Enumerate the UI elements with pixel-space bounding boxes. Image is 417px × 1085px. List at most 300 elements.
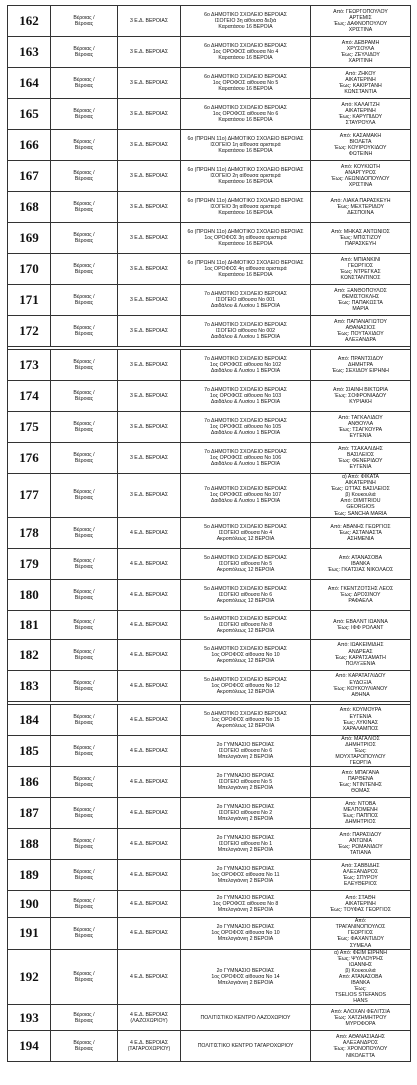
city-line: Βέροιας / xyxy=(73,838,95,845)
school-line: 6ο (ΠΡΩΗΝ 11ο) ΔΗΜΟΤΙΚΟ ΣΧΟΛΕΙΟ ΒΕΡΟΙΑΣ xyxy=(187,135,304,142)
polling-location-cell xyxy=(181,68,311,99)
city-line: Βέροιας xyxy=(74,495,94,502)
voter-range-cell xyxy=(311,192,411,223)
polling-location-cell xyxy=(181,548,311,579)
names-line: TSELIOS STEFANOS xyxy=(334,992,387,999)
names-line: Από: ΑΛΟΧΑΝ ΦΕΛΙΤΣΙΑ xyxy=(330,1008,391,1015)
row-number: 169 xyxy=(8,223,51,254)
electoral-district-cell xyxy=(118,639,181,670)
ed-line: (ΤΑΓΑΡΟΧΩΡΙΟΥ) xyxy=(127,1046,171,1053)
table-row xyxy=(8,767,411,798)
ed-line: 3 Ε.Δ. ΒΕΡΟΙΑΣ xyxy=(129,265,169,272)
names-line: ΠΑΡΑΣΚΕΥΗ xyxy=(344,241,377,248)
voter-range-cell xyxy=(311,610,411,639)
electoral-district-cell xyxy=(118,579,181,610)
ed-line: 4 Ε.Δ. ΒΕΡΟΙΑΣ xyxy=(129,560,169,567)
school-line: Καρατάσου 16 ΒΕΡΟΙΑ xyxy=(218,179,273,186)
city-line: Βέροιας xyxy=(74,331,94,337)
city-line: Βέροιας xyxy=(74,365,94,371)
polling-location-cell xyxy=(181,350,311,381)
polling-location-cell xyxy=(181,579,311,610)
electoral-district-cell xyxy=(118,192,181,223)
names-line: β) Κουκουλιά xyxy=(345,492,376,499)
row-number: 191 xyxy=(8,918,51,949)
school-line: 1ος ΟΡΟΦΟΣ αίθουσα Νο 12 xyxy=(211,682,280,689)
names-line: Έως: ΦΕΝΕΡΙΔΟΥ xyxy=(338,458,383,464)
names-line: Από: ΜΗΚΑΣ ΑΝΤΩΝΙΟΣ xyxy=(331,228,390,235)
row-number: 181 xyxy=(8,610,51,639)
table-row xyxy=(8,316,411,347)
names-line: ΕΥΓΕΝΙΑ xyxy=(349,713,372,720)
school-line: Καρατάσου 16 ΒΕΡΟΙΑ xyxy=(218,86,273,93)
names-line: ΑΝΘΟΥΛΑ xyxy=(347,420,374,427)
school-line: 5ο ΔΗΜΟΤΙΚΟ ΣΧΟΛΕΙΟ ΒΕΡΟΙΑΣ xyxy=(204,710,287,717)
names-line: Έως: ΤΣΑΓΚΟΥΡΑ xyxy=(338,427,383,433)
municipality-cell xyxy=(51,735,118,766)
voter-range-cell xyxy=(311,704,411,735)
names-line: Έως: ΛΥΚΙΝΑΣ xyxy=(342,719,379,726)
school-line: 1ος ΟΡΟΦΟΣ αίθουσα Νο 4 xyxy=(212,48,279,55)
names-line: ΤΑΤΙΑΝΑ xyxy=(349,850,372,857)
names-line: ΑΘΗΝΑ xyxy=(351,691,370,698)
city-line: Βέροιας / xyxy=(73,489,95,496)
municipality-cell xyxy=(51,443,118,474)
electoral-district-cell xyxy=(118,798,181,829)
names-line: ΜΟΥΧΤΑΡΟΠΟΥΛΟΥ xyxy=(335,753,386,760)
voter-range-cell xyxy=(311,670,411,701)
city-line: Βέροιας xyxy=(74,624,94,631)
names-line: Από: ΣΤΑΘΗ xyxy=(345,894,376,901)
names-line: Από: ΚΟΥΜΟΥΡΑ xyxy=(339,707,382,714)
municipality-cell xyxy=(51,1031,118,1062)
voter-range-cell xyxy=(311,285,411,316)
names-line: ΑΙΚΑΤΕΡΙΝΗ xyxy=(345,76,376,83)
ed-line: 4 Ε.Δ. ΒΕΡΟΙΑΣ xyxy=(129,872,169,879)
names-line: ΕΥΓΕΝΙΑ xyxy=(349,464,372,471)
names-line: ΘΕΜΙΣΤΟΚΛΗΣ xyxy=(341,293,380,300)
city-line: Βέροιας xyxy=(74,1017,94,1024)
electoral-district-cell xyxy=(118,6,181,37)
names-line: Έως: ΡΩΜΑΝΙΔΟΥ xyxy=(338,844,383,851)
municipality-cell xyxy=(51,254,118,285)
municipality-cell xyxy=(51,350,118,381)
school-line: ΙΣΟΓΕΙΟ αίθουσα Νο 6 xyxy=(218,747,273,754)
voter-range-cell xyxy=(311,1005,411,1031)
electoral-district-cell xyxy=(118,443,181,474)
names-line: ΑΙΚΑΤΕΡΙΝΗ xyxy=(345,901,376,908)
row-number: 184 xyxy=(8,704,51,735)
voter-range-cell xyxy=(311,639,411,670)
voter-range-cell xyxy=(311,860,411,891)
voter-range-cell xyxy=(311,767,411,798)
names-line: ΣΤΑΥΡΟΥΛΑ xyxy=(345,120,376,127)
school-line: 5ο ΔΗΜΟΤΙΚΟ ΣΧΟΛΕΙΟ ΒΕΡΟΙΑΣ xyxy=(204,615,287,622)
voter-range-cell xyxy=(311,68,411,99)
polling-location-cell xyxy=(181,192,311,223)
names-line: ΑΝΤΩΝΙΑ xyxy=(349,838,372,845)
names-line: ΙΒΑΝΚΑ xyxy=(350,560,371,567)
school-line: Μπελογιάννη 2 ΒΕΡΟΙΑ xyxy=(217,878,274,885)
table-row xyxy=(8,918,411,949)
polling-location-cell xyxy=(181,610,311,639)
names-line: ΒΙΟΛΕΤΑ xyxy=(349,138,372,145)
municipality-cell xyxy=(51,99,118,130)
document-page xyxy=(7,5,410,1062)
row-number: 193 xyxy=(8,1005,51,1031)
voter-range-cell xyxy=(311,579,411,610)
city-line: Βέροιας xyxy=(74,238,94,244)
names-line: Από: ΜΑΓΑΛΙΟΣ xyxy=(341,735,380,742)
table-row xyxy=(8,579,411,610)
names-line: ΜΕΛΠΟΜΕΝΗ xyxy=(343,807,378,814)
names-line: Από: ΚΑΡΑΤΑΓΛΙΔΟΥ xyxy=(335,673,386,680)
school-line: 6ο ΔΗΜΟΤΙΚΟ ΣΧΟΛΕΙΟ ΒΕΡΟΙΑΣ xyxy=(204,42,287,49)
ed-line: 3 Ε.Δ. ΒΕΡΟΙΑΣ xyxy=(129,110,169,117)
names-line: Έως: xyxy=(354,986,367,993)
school-line: ΠΟΛΙΤΙΣΤΙΚΟ ΚΕΝΤΡΟ ΛΑΖΟΧΩΡΙΟΥ xyxy=(200,1014,291,1021)
city-line: Βέροιας / xyxy=(73,358,95,365)
names-line: ΧΡΙΣΤΙΝΑ xyxy=(348,182,373,189)
table-row xyxy=(8,6,411,37)
city-line: Βέροιας / xyxy=(73,451,95,458)
names-line: Έως: ΝΤΙΝΤΕΝΗΣ xyxy=(339,782,382,789)
city-line: Βέροιας xyxy=(74,654,94,661)
ed-line: 4 Ε.Δ. ΒΕΡΟΙΑΣ xyxy=(129,621,169,628)
row-number: 166 xyxy=(8,130,51,161)
municipality-cell xyxy=(51,670,118,701)
city-line: Βέροιας / xyxy=(73,138,95,145)
row-number: 194 xyxy=(8,1031,51,1062)
polling-stations-table xyxy=(7,5,411,1062)
ed-line: 4 Ε.Δ. ΒΕΡΟΙΑΣ xyxy=(129,591,169,598)
school-line: 2ο ΓΥΜΝΑΣΙΟ ΒΕΡΟΙΑΣ xyxy=(216,741,275,748)
table-row xyxy=(8,949,411,1005)
ed-line: 4 Ε.Δ. ΒΕΡΟΙΑΣ xyxy=(129,716,169,723)
names-line: Έως: ΚΑΚΙΡΤΑΝΗ xyxy=(339,83,382,89)
voter-range-cell xyxy=(311,891,411,918)
school-line: ΙΣΟΓΕΙΟ 1η αίθουσα αριστερά xyxy=(210,141,281,148)
row-number: 170 xyxy=(8,254,51,285)
city-line: Βέροιας / xyxy=(73,1011,95,1018)
city-line: Βέροιας xyxy=(74,52,94,58)
municipality-cell xyxy=(51,474,118,518)
names-line: ΝΙΚΟΛΕΤΤΑ xyxy=(346,1052,375,1059)
names-line: ΑΛΕΞΑΝΔΡΟΣ xyxy=(342,869,379,876)
voter-range-cell xyxy=(311,381,411,412)
school-line: 1ος ΟΡΟΦΟΣ αίθουσα Νο 15 xyxy=(211,716,280,723)
names-line: ΧΑΡΙΤΙΝΗ xyxy=(348,58,373,65)
voter-range-cell xyxy=(311,443,411,474)
names-line: Έως: ΤΟΥΦΑΣ ΓΕΩΡΓΙΟΣ xyxy=(330,907,391,914)
table-row xyxy=(8,130,411,161)
table-row xyxy=(8,1031,411,1062)
city-line: Βέροιας / xyxy=(73,970,95,977)
names-line: Έως: ΔΡΟΣΙΝΟΥ xyxy=(340,591,381,598)
city-line: Βέροιας xyxy=(74,750,94,757)
names-line: ΘΩΜΑΣ xyxy=(351,788,370,795)
school-line: ΙΣΟΓΕΙΟ αίθουσα Νο 6 xyxy=(218,591,273,598)
names-line: Από: ΚΑΣΑΜΑΚΗ xyxy=(339,132,382,139)
names-line: Από: ΠΑΠΑΝΑΓΙΩΤΟΥ xyxy=(333,318,387,325)
polling-location-cell xyxy=(181,474,311,518)
names-line: Από: ΖΗΚΟΥ xyxy=(345,70,376,77)
electoral-district-cell xyxy=(118,412,181,443)
municipality-cell xyxy=(51,37,118,68)
electoral-district-cell xyxy=(118,670,181,701)
municipality-cell xyxy=(51,798,118,829)
names-line: Από: ΜΠΙΑΝΚΙΝΙ xyxy=(340,256,381,263)
city-line: Βέροιας / xyxy=(73,776,95,783)
names-line: Έως: ΛΕΩΝΙΔΟΠΟΥΛΟΥ xyxy=(331,176,390,182)
school-line: 7ο ΔΗΜΟΤΙΚΟ ΣΧΟΛΕΙΟ ΒΕΡΟΙΑΣ xyxy=(204,417,287,424)
row-number: 175 xyxy=(8,412,51,443)
polling-location-cell xyxy=(181,99,311,130)
municipality-cell xyxy=(51,316,118,347)
names-line: Έως: ΠΑΠΑΚΩΣΤΑ xyxy=(338,300,383,306)
row-number: 171 xyxy=(8,285,51,316)
row-number: 174 xyxy=(8,381,51,412)
polling-location-cell xyxy=(181,223,311,254)
city-line: Βέροιας xyxy=(74,396,94,402)
ed-line: 4 Ε.Δ. ΒΕΡΟΙΑΣ xyxy=(129,1040,169,1047)
city-line: Βέροιας / xyxy=(73,744,95,751)
school-line: 2ο ΓΥΜΝΑΣΙΟ ΒΕΡΟΙΑΣ xyxy=(216,803,275,810)
names-line: Από: ΤΣΑΚΑΛΙΔΗΣ xyxy=(338,445,383,452)
table-row xyxy=(8,670,411,701)
polling-location-cell xyxy=(181,254,311,285)
school-line: ΙΣΟΓΕΙΟ 3η αίθουσα αριστερά xyxy=(210,203,281,210)
city-line: Βέροιας / xyxy=(73,807,95,814)
municipality-cell xyxy=(51,639,118,670)
municipality-cell xyxy=(51,6,118,37)
city-line: Βέροιας / xyxy=(73,45,95,52)
names-line: Έως: ΧΡΟΝΟΠΟΥΛΟΥ xyxy=(333,1046,388,1053)
school-line: Δαιδάλου & Λυσίου 1 ΒΕΡΟΙΑ xyxy=(210,368,281,375)
school-line: 1ος ΟΡΟΦΟΣ 4η αίθουσα αριστερά xyxy=(204,265,287,272)
names-line: Έως: ΖΕΥΛΙΔΟΥ xyxy=(341,52,380,58)
ed-line: 3 Ε.Δ. ΒΕΡΟΙΑΣ xyxy=(129,48,169,55)
city-line: Βέροιας xyxy=(74,813,94,820)
names-line: ΤΡΑΓΑΝΙΝΟΠΟΥΛΟΣ xyxy=(335,924,386,931)
names-line: ΜΥΡΟΦΟΡΑ xyxy=(345,1020,376,1027)
city-line: Βέροιας xyxy=(74,114,94,120)
city-line: Βέροιας xyxy=(74,83,94,89)
row-number: 178 xyxy=(8,517,51,548)
electoral-district-cell xyxy=(118,1031,181,1062)
city-line: Βέροιας / xyxy=(73,927,95,934)
names-line: Από: ΜΠΑΓΑΝΑ xyxy=(341,769,380,776)
school-line: 6ο (ΠΡΩΗΝ 11ο) ΔΗΜΟΤΙΚΟ ΣΧΟΛΕΙΟ ΒΕΡΟΙΑΣ xyxy=(187,259,304,266)
polling-location-cell xyxy=(181,829,311,860)
school-line: Δαιδάλου & Λυσίου 1 ΒΕΡΟΙΑ xyxy=(210,399,281,406)
school-line: 6ο (ΠΡΩΗΝ 11ο) ΔΗΜΟΤΙΚΟ ΣΧΟΛΕΙΟ ΒΕΡΟΙΑΣ xyxy=(187,228,304,235)
row-number: 187 xyxy=(8,798,51,829)
polling-location-cell xyxy=(181,949,311,1005)
electoral-district-cell xyxy=(118,767,181,798)
table-row xyxy=(8,829,411,860)
electoral-district-cell xyxy=(118,381,181,412)
voter-range-cell xyxy=(311,316,411,347)
city-line: Βέροιας / xyxy=(73,389,95,396)
names-line: Έως: ΨΥΛΛΟΥΡΗΣ xyxy=(337,955,384,962)
row-number: 180 xyxy=(8,579,51,610)
school-line: 7ο ΔΗΜΟΤΙΚΟ ΣΧΟΛΕΙΟ ΒΕΡΟΙΑΣ xyxy=(204,448,287,455)
city-line: Βέροιας / xyxy=(73,200,95,207)
city-line: Βέροιας xyxy=(74,782,94,789)
ed-line: 3 Ε.Δ. ΒΕΡΟΙΑΣ xyxy=(129,79,169,86)
ed-line: 3 Ε.Δ. ΒΕΡΟΙΑΣ xyxy=(129,492,169,499)
school-line: Δαιδάλου & Λυσίου 1 ΒΕΡΟΙΑ xyxy=(210,334,281,341)
school-line: ΙΣΟΓΕΙΟ αίθουσα Νο 5 xyxy=(218,560,273,567)
school-line: Μπελογιάννη 2 ΒΕΡΟΙΑ xyxy=(217,785,274,792)
names-line: GEORGIOS xyxy=(346,504,375,511)
table-row xyxy=(8,161,411,192)
polling-location-cell xyxy=(181,381,311,412)
school-line: Καρατάσου 16 ΒΕΡΟΙΑ xyxy=(218,24,273,31)
city-line: Βέροιας xyxy=(74,1046,94,1053)
polling-location-cell xyxy=(181,798,311,829)
school-line: Μπελογιάννη 2 ΒΕΡΟΙΑ xyxy=(217,936,274,943)
ed-line: 4 Ε.Δ. ΒΕΡΟΙΑΣ xyxy=(129,901,169,908)
row-number: 163 xyxy=(8,37,51,68)
school-line: ΙΣΟΓΕΙΟ 3η αίθουσα δεξιά xyxy=(214,17,277,24)
municipality-cell xyxy=(51,285,118,316)
school-line: 1ος ΟΡΟΦΟΣ αίθουσα Νο 6 xyxy=(212,110,279,117)
names-line: Έως: ΑΣΤΑΝΑΣΤΑ xyxy=(339,529,382,536)
city-line: Βέροιας xyxy=(74,685,94,692)
polling-location-cell xyxy=(181,1031,311,1062)
city-line: Βέροιας xyxy=(74,427,94,433)
school-line: 1ος ΟΡΟΦΟΣ αίθουσα Νο 14 xyxy=(211,973,280,980)
school-line: 1ος ΟΡΟΦΟΣ αίθουσα Νο 10 xyxy=(211,651,280,658)
voter-range-cell xyxy=(311,161,411,192)
municipality-cell xyxy=(51,161,118,192)
school-line: Ακροπόλεως 12 ΒΕΡΟΙΑ xyxy=(216,722,275,729)
names-line: Από: ΚΟΥΚΙΩΤΗ xyxy=(340,163,381,170)
table-row xyxy=(8,192,411,223)
school-line: ΙΣΟΓΕΙΟ 2η αίθουσα αριστερά xyxy=(210,172,281,179)
names-line: HANS xyxy=(353,998,368,1005)
row-number: 176 xyxy=(8,443,51,474)
school-line: 2ο ΓΥΜΝΑΣΙΟ ΒΕΡΟΙΑΣ xyxy=(216,865,275,872)
school-line: Καρατάσου 16 ΒΕΡΟΙΑ xyxy=(218,148,273,155)
voter-range-cell xyxy=(311,474,411,518)
row-number: 172 xyxy=(8,316,51,347)
polling-location-cell xyxy=(181,443,311,474)
polling-location-cell xyxy=(181,37,311,68)
ed-line: 4 Ε.Δ. ΒΕΡΟΙΑΣ xyxy=(129,779,169,786)
names-line: Από: ΕΒΑΛΝΤ ΙΩΑΝΝΑ xyxy=(333,618,388,625)
table-row xyxy=(8,381,411,412)
school-line: 2ο ΓΥΜΝΑΣΙΟ ΒΕΡΟΙΑΣ xyxy=(216,834,275,841)
names-line: ΦΩΤΕΙΝΗ xyxy=(348,151,373,158)
electoral-district-cell xyxy=(118,285,181,316)
names-line: Έως: ΔΑΦΝΟΠΟΥΛΟΥ xyxy=(333,21,388,27)
school-line: Ακροπόλεως 12 ΒΕΡΟΙΑ xyxy=(216,627,275,634)
city-line: Βέροιας / xyxy=(73,231,95,238)
names-line: Από: ΑΘΑΝΑΣΙΑΔΗΣ xyxy=(335,1034,385,1041)
city-line: Βέροιας / xyxy=(73,262,95,269)
school-line: Ακροπόλεως 12 ΒΕΡΟΙΑ xyxy=(216,535,275,542)
row-number: 188 xyxy=(8,829,51,860)
city-line: Βέροιας / xyxy=(73,420,95,427)
city-line: Βέροιας xyxy=(74,594,94,601)
row-number: 173 xyxy=(8,350,51,381)
city-line: Βέροιας / xyxy=(73,557,95,564)
electoral-district-cell xyxy=(118,1005,181,1031)
municipality-cell xyxy=(51,918,118,949)
electoral-district-cell xyxy=(118,949,181,1005)
municipality-cell xyxy=(51,891,118,918)
electoral-district-cell xyxy=(118,99,181,130)
names-line: Από: ΑΤΑΝΑΣΟΒΑ xyxy=(338,554,383,561)
names-line: Από: ΝΤΟΒΑ xyxy=(345,800,376,807)
names-line: Από: ΓΕΩΡΓΟΠΟΥΛΟΥ xyxy=(333,8,388,15)
city-line: Βέροιας xyxy=(74,977,94,984)
table-row xyxy=(8,412,411,443)
city-line: Βέροιας / xyxy=(73,869,95,876)
school-line: ΙΣΟΓΕΙΟ αίθουσα Νο 002 xyxy=(215,327,276,334)
city-line: Βέροιας / xyxy=(73,679,95,686)
school-line: 1ος ΟΡΟΦΟΣ αίθουσα Νο 107 xyxy=(209,492,282,499)
table-row xyxy=(8,350,411,381)
city-line: Βέροιας / xyxy=(73,588,95,595)
electoral-district-cell xyxy=(118,254,181,285)
school-line: 1ος ΟΡΟΦΟΣ αίθουσα Νο 103 xyxy=(209,392,282,399)
ed-line: 3 Ε.Δ. ΒΕΡΟΙΑΣ xyxy=(129,17,169,24)
ed-line: 4 Ε.Δ. ΒΕΡΟΙΑΣ xyxy=(129,930,169,937)
names-line: ΓΕΩΡΓΙΟΣ xyxy=(347,262,374,269)
city-line: Βέροιας / xyxy=(73,1040,95,1047)
municipality-cell xyxy=(51,517,118,548)
row-number: 189 xyxy=(8,860,51,891)
names-line: ΙΒΑΝΚΑ xyxy=(350,980,371,987)
names-line: ΔΗΜΗΤΡΑ xyxy=(348,361,373,368)
school-line: 7ο ΔΗΜΟΤΙΚΟ ΣΧΟΛΕΙΟ ΒΕΡΟΙΑΣ xyxy=(204,355,287,362)
polling-location-cell xyxy=(181,285,311,316)
ed-line: 3 Ε.Δ. ΒΕΡΟΙΑΣ xyxy=(129,454,169,461)
polling-location-cell xyxy=(181,130,311,161)
city-line: Βέροιας xyxy=(74,21,94,27)
names-line: Έως: ΜΕΧΤΕΡΙΔΟΥ xyxy=(337,203,384,210)
row-number: 162 xyxy=(8,6,51,37)
table-row xyxy=(8,704,411,735)
table-row xyxy=(8,798,411,829)
row-number: 168 xyxy=(8,192,51,223)
school-line: 1ος ΟΡΟΦΟΣ αίθουσα Νο 10 xyxy=(211,930,280,937)
table-row xyxy=(8,99,411,130)
school-line: 6ο (ΠΡΩΗΝ 11ο) ΔΗΜΟΤΙΚΟ ΣΧΟΛΕΙΟ ΒΕΡΟΙΑΣ xyxy=(187,197,304,204)
school-line: 1ος ΟΡΟΦΟΣ 3η αίθουσα αριστερά xyxy=(204,234,287,241)
electoral-district-cell xyxy=(118,548,181,579)
names-line: ΕΥΓΕΝΙΑ xyxy=(349,433,372,440)
ed-line: 4 Ε.Δ. ΒΕΡΟΙΑΣ xyxy=(129,841,169,848)
names-line: Από: ΣΑΒΒΙΔΗΣ xyxy=(341,862,380,869)
municipality-cell xyxy=(51,860,118,891)
table-row xyxy=(8,68,411,99)
electoral-district-cell xyxy=(118,735,181,766)
names-line: ΣΥΜΕΛΑ xyxy=(349,942,372,949)
row-number: 185 xyxy=(8,735,51,766)
row-number: 192 xyxy=(8,949,51,1005)
city-line: Βέροιας / xyxy=(73,618,95,625)
ed-line: 3 Ε.Δ. ΒΕΡΟΙΑΣ xyxy=(129,327,169,334)
municipality-cell xyxy=(51,192,118,223)
municipality-cell xyxy=(51,68,118,99)
polling-location-cell xyxy=(181,670,311,701)
names-line: Έως: ΣΟΦΡΟΝΙΑΔΟΥ xyxy=(334,392,387,399)
voter-range-cell xyxy=(311,829,411,860)
